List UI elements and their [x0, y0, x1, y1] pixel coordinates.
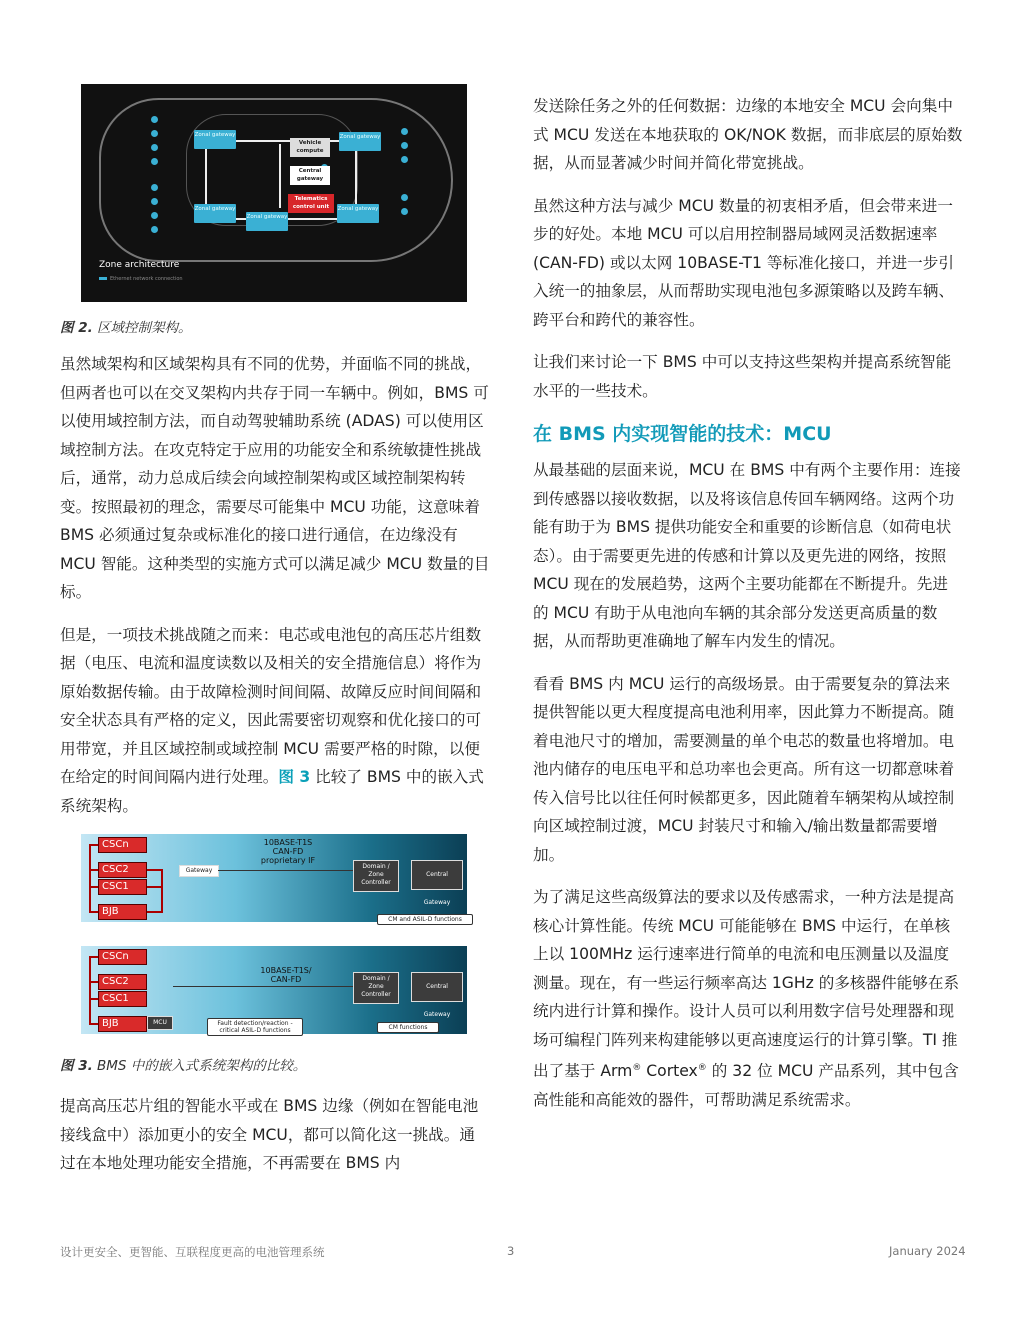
- bms-architecture-diagram-bottom: [81, 946, 467, 1034]
- figure3-caption: [60, 1054, 490, 1074]
- left-column: [60, 84, 490, 1192]
- callout-cm: CM functions: [377, 1022, 439, 1033]
- figure3-caption-label: 图 3.: [60, 1058, 93, 1074]
- figure3-caption-text: BMS 中的嵌入式系统架构的比较。: [92, 1058, 307, 1074]
- zone-architecture-figure: [81, 84, 467, 302]
- paragraph: [533, 883, 963, 1114]
- bms-architecture-diagram-top: [81, 834, 467, 922]
- paragraph: 让我们来讨论一下 BMS 中可以支持这些架构并提高系统智能水平的一些技术。: [533, 353, 952, 400]
- gateway-box: Gateway: [179, 865, 219, 877]
- section-heading: 在 BMS 内实现智能的技术：MCU: [533, 423, 832, 445]
- paragraph: 发送除任务之外的任何数据：边缘的本地安全 MCU 会向集中式 MCU 发送在本地获取的 OK/NOK 数据，而非底层的原始数据，从而显著减少时间并简化带宽挑战。: [533, 97, 963, 172]
- callout-cm-asil: CM and ASIL-D functions: [377, 914, 473, 925]
- registered-mark: ®: [697, 1063, 707, 1073]
- cell-csc1: CSC1: [98, 879, 147, 895]
- right-column: [533, 92, 963, 1128]
- legend-text: Ethernet network connection: [110, 276, 183, 282]
- central-gateway-box: Central Gateway: [411, 972, 463, 1002]
- paragraph: 看看 BMS 内 MCU 运行的高级场景。由于需要复杂的算法来提供智能以更大程度提高电池利用率，因此算力不断提高。随着电池尺寸的增加，需要测量的单个电芯的数量也将增加。电池内储存的电压电平和总功率也会更高。所有这一切都意味着传入信号比以往任何时候都更多，因此随着车辆架构从域控制向区域控制过渡，MCU 封装尺寸和输入/输出数量都需要增加。: [533, 674, 955, 864]
- cell-csc2: CSC2: [98, 862, 147, 878]
- link-label: 10BASE-T1S/ CAN-FD: [260, 966, 312, 984]
- paragraph-text: 的 32 位 MCU 产品系列，其中包含高性能和高能效的器件，可帮助满足系统需求。: [533, 1062, 959, 1109]
- paragraph-text: Cortex: [641, 1062, 698, 1081]
- paragraph-text: 但是，一项技术挑战随之而来：电芯或电池包的高压芯片组数据（电压、电流和温度读数以及相关的安全措施信息）将作为原始数据传输。由于故障检测时间间隔、故障反应时间间隔和安全状态具有严格的定义，因此需要密切观察和优化接口的可用带宽，并且区域控制或域控制 MCU 需要严格的时隙，以便在给定的时间间隔内进行处理。: [60, 625, 482, 786]
- zonal-gateway-bottom-mid: Zonal gateway: [246, 212, 288, 231]
- paragraph: 从最基础的层面来说，MCU 在 BMS 中有两个主要作用：连接到传感器以接收数据，以及将该信息传回车辆网络。这两个功能有助于为 BMS 提供功能安全和重要的诊断信息（如荷电状态）。由于需要更先进的传感和计算以及更先进的网络，按照 MCU 现在的发展趋势，这两个主要功能都在不断提升。先进的 MCU 有助于从电池向车辆的其余部分发送更高质量的数据，从而帮助更准确地了解车内发生的情况。: [533, 461, 961, 650]
- figure-legend: [99, 276, 183, 282]
- paragraph-text: 为了满足这些高级算法的要求以及传感需求，一种方法是提高核心计算性能。传统 MCU 可能能够在 BMS 中运行，在单核上以 100MHz 运行速率进行简单的电流和电压测量以及温度测量。现在，有一些运行频率高达 1GHz 的多核器件能够在系统内进行计算和操作。设计人员可以利用数字信号处理器和现场可编程门阵列来构建能够以更高速度运行的计算引擎。TI 推出了基于 Arm: [533, 888, 960, 1081]
- figure2-caption-text: 区域控制架构。: [92, 320, 192, 336]
- cell-csc1: CSC1: [98, 991, 147, 1007]
- cell-bjb: BJB: [98, 904, 147, 920]
- paragraph: 提高高压芯片组的智能水平或在 BMS 边缘（例如在智能电池接线盒中）添加更小的安全 MCU，都可以简化这一挑战。通过在本地处理功能安全措施，不再需要在 BMS 内: [60, 1097, 479, 1172]
- figure-title: Zone architecture: [99, 260, 180, 270]
- legend-swatch: [99, 277, 107, 280]
- registered-mark: ®: [632, 1063, 642, 1073]
- cell-cscn: CSCn: [98, 949, 147, 965]
- mcu-box: MCU: [147, 1016, 173, 1030]
- cell-bjb: BJB: [98, 1016, 147, 1032]
- cell-csc2: CSC2: [98, 974, 147, 990]
- central-gateway-box: Central Gateway: [411, 860, 463, 890]
- paragraph-text: 比较了 BMS 中的嵌入式系统架构。: [60, 768, 484, 815]
- footer-title: 设计更安全、更智能、互联程度更高的电池管理系统: [60, 1245, 325, 1259]
- callout-fault-detection: Fault detection/reaction - critical ASIL-D functions: [207, 1018, 303, 1036]
- figure2-caption: [60, 316, 490, 336]
- paragraph: 虽然这种方法与减少 MCU 数量的初衷相矛盾，但会带来进一步的好处。本地 MCU 可以启用控制器局域网灵活数据速率 (CAN-FD) 或以太网 10BASE-T1 等标准化接口，并进一步引入统一的抽象层，从而帮助实现电池包多源策略以及跨车辆、跨平台和跨代的兼容性。: [533, 196, 955, 329]
- footer-date: January 2024: [889, 1244, 966, 1258]
- figure3-link[interactable]: 图 3: [278, 768, 311, 786]
- page-number: 3: [507, 1244, 515, 1258]
- paragraph: 虽然域架构和区域架构具有不同的优势，并面临不同的挑战，但两者也可以在交叉架构内共存于同一车辆中。例如，BMS 可以使用域控制方法，而自动驾驶辅助系统 (ADAS) 可以使用区域控制方法。在攻克特定于应用的功能安全和系统敏捷性挑战后，通常，动力总成后续会向域控制架构或区域控制架构转变。按照最初的理念，需要尽可能集中 MCU 功能，这意味着 BMS 必须通过复杂或标准化的接口进行通信，在边缘没有 MCU 智能。这种类型的实施方式可以满足减少 MCU 数量的目标。: [60, 355, 490, 601]
- zonal-gateway-top-left: Zonal gateway: [194, 130, 236, 149]
- vehicle-compute-box: Vehicle compute: [290, 138, 330, 157]
- zonal-gateway-bottom-left: Zonal gateway: [194, 204, 236, 223]
- domain-controller-box: Domain / Zone Controller: [353, 860, 399, 892]
- zonal-gateway-top-right: Zonal gateway: [339, 132, 381, 151]
- cell-cscn: CSCn: [98, 837, 147, 853]
- figure2-caption-label: 图 2.: [60, 320, 93, 336]
- central-gateway-box: Central gateway: [290, 166, 330, 185]
- domain-controller-box: Domain / Zone Controller: [353, 972, 399, 1004]
- zonal-gateway-bottom-right: Zonal gateway: [337, 204, 379, 223]
- paragraph: [60, 621, 490, 821]
- telematics-box: Telematics control unit: [288, 194, 334, 213]
- link-label: 10BASE-T1S CAN-FD proprietary IF: [260, 838, 316, 865]
